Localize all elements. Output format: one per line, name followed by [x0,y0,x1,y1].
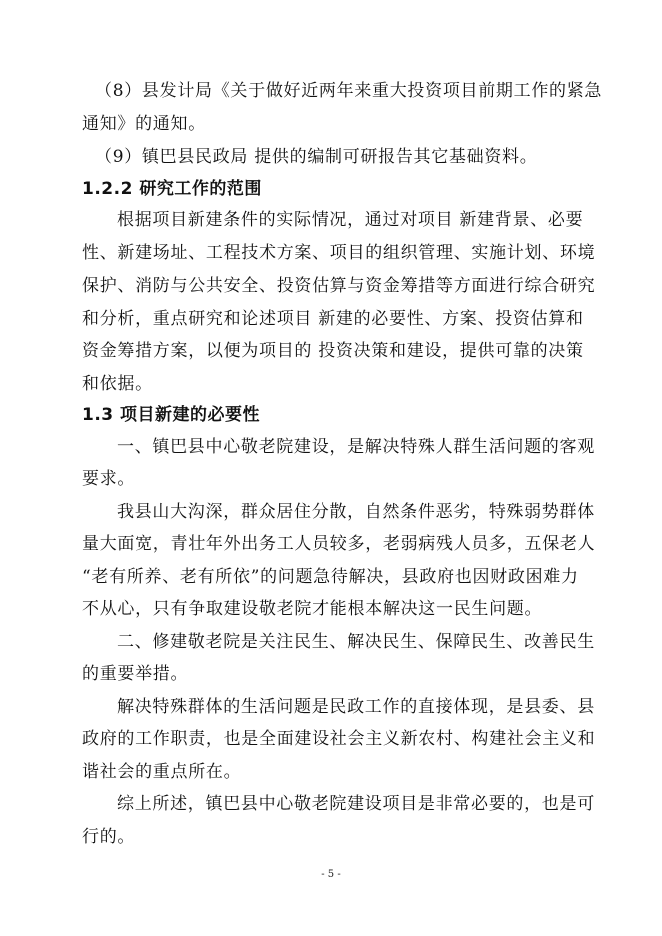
paragraph-line: “老有所养、老有所依”的问题急待解决，县政府也因财政困难力 [82,567,579,587]
paragraph-line: 谐社会的重点所在。 [82,762,242,782]
paragraph-line: 一、镇巴县中心敬老院建设，是解决特殊人群生活问题的客观 [117,437,595,457]
paragraph-line: 政府的工作职责，也是全面建设社会主义新农村、构建社会主义和 [82,729,596,749]
item-8-line-2: 通知》的通知。 [82,114,206,134]
paragraph-line: 保护、消防与公共安全、投资估算与资金筹措等方面进行综合研究 [82,276,596,296]
paragraph-line: 性、新建场址、工程技术方案、项目的组织管理、实施计划、环境 [82,243,596,263]
paragraph-line: 和分析，重点研究和论述项目 新建的必要性、方案、投资估算和 [82,309,584,329]
paragraph-line: 解决特殊群体的生活问题是民政工作的直接体现，是县委、县 [117,697,595,717]
paragraph-line: 不从心，只有争取建设敬老院才能根本解决这一民生问题。 [82,599,543,619]
paragraph-line: 资金筹措方案，以便为项目的 投资决策和建设，提供可靠的决策 [82,341,584,361]
paragraph-line: 的重要举措。 [82,664,189,684]
paragraph-line: 根据项目新建条件的实际情况，通过对项目 新建背景、必要 [117,210,584,230]
paragraph-line: 我县山大沟深，群众居住分散，自然条件恶劣，特殊弱势群体 [117,502,595,522]
paragraph-line: 行的。 [82,827,136,847]
section-heading-1-2-2: 1.2.2 研究工作的范围 [82,179,262,199]
section-heading-1-3: 1.3 项目新建的必要性 [82,405,261,425]
paragraph-line: 要求。 [82,469,136,489]
item-8-line-1: （8）县发计局《关于做好近两年来重大投资项目前期工作的紧急 [95,81,603,101]
page-number: - 5 - [321,869,341,880]
paragraph-line: 量大面宽，青壮年外出务工人员较多，老弱病残人员多，五保老人 [82,534,596,554]
item-9: （9）镇巴县民政局 提供的编制可研报告其它基础资料。 [95,147,538,167]
paragraph-line: 综上所述，镇巴县中心敬老院建设项目是非常必要的，也是可 [117,794,595,814]
paragraph-line: 二、修建敬老院是关注民生、解决民生、保障民生、改善民生 [117,632,595,652]
paragraph-line: 和依据。 [82,374,153,394]
